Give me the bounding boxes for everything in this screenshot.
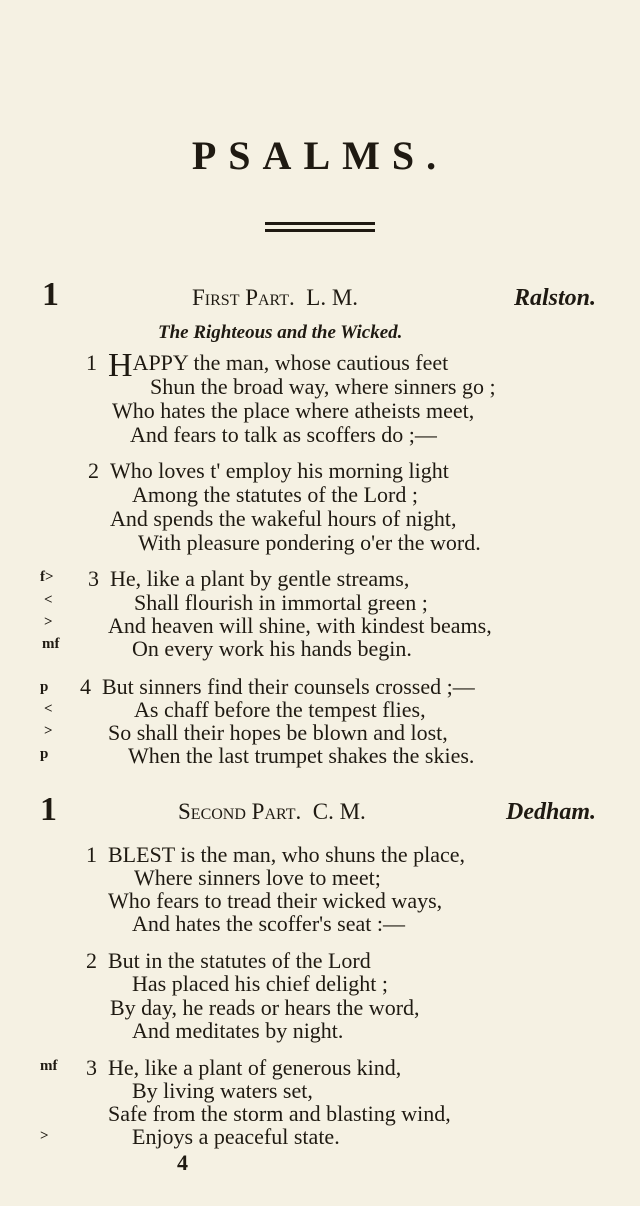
verse-number: 4 xyxy=(80,674,91,699)
verse-line: Who hates the place where atheists meet, xyxy=(112,398,475,423)
verse-text: BLEST is the man, who shuns the place, xyxy=(108,842,466,867)
verse-text: APPY the man, whose cautious feet xyxy=(132,350,449,375)
dynamic-mark: p xyxy=(40,679,49,695)
verse-line: And hates the scoffer's seat :— xyxy=(132,911,405,936)
dynamic-mark: mf xyxy=(40,1058,58,1074)
verse-line: Shall flourish in immortal green ; xyxy=(134,590,428,615)
verse-number: 2 xyxy=(86,948,97,973)
verse-line: Among the statutes of the Lord ; xyxy=(132,482,418,507)
verse-line: And fears to talk as scoffers do ;— xyxy=(130,422,437,447)
verse-line: By day, he reads or hears the word, xyxy=(110,995,420,1020)
title-rule-bottom xyxy=(265,229,375,232)
verse-number: 3 xyxy=(88,566,99,591)
verse-line: With pleasure pondering o'er the word. xyxy=(138,530,481,555)
title-rule-top xyxy=(265,222,375,225)
part-label: First Part. xyxy=(192,285,295,310)
verse-text: Who loves t' employ his morning light xyxy=(110,458,449,483)
verse-line: Enjoys a peaceful state. xyxy=(132,1124,340,1149)
verse-line xyxy=(88,566,409,592)
dynamic-mark: > xyxy=(40,1128,49,1144)
verse-line: Has placed his chief delight ; xyxy=(132,971,388,996)
verse-number: 1 xyxy=(86,350,97,375)
verse-text: He, like a plant by gentle streams, xyxy=(110,566,410,591)
part-heading xyxy=(192,285,358,311)
dynamic-mark: < xyxy=(44,701,53,717)
verse-line: When the last trumpet shakes the skies. xyxy=(128,743,475,768)
tune-name: Dedham. xyxy=(506,799,596,825)
verse-line: As chaff before the tempest flies, xyxy=(134,697,426,722)
dynamic-mark: f> xyxy=(40,569,54,585)
meter-label: C. M. xyxy=(312,799,366,824)
verse-text: But in the statutes of the Lord xyxy=(108,948,371,973)
tune-name: Ralston. xyxy=(513,285,596,311)
dynamic-mark: > xyxy=(44,614,53,630)
part-heading xyxy=(178,799,366,825)
verse-line: Safe from the storm and blasting wind, xyxy=(108,1101,451,1126)
dynamic-mark: > xyxy=(44,723,53,739)
verse-text: He, like a plant of generous kind, xyxy=(108,1055,402,1080)
dynamic-mark: < xyxy=(44,592,53,608)
psalm-number: 1 xyxy=(40,791,57,828)
page-number: 4 xyxy=(177,1150,188,1175)
verse-line: On every work his hands begin. xyxy=(132,636,412,661)
verse-number: 1 xyxy=(86,842,97,867)
verse-line: And heaven will shine, with kindest beams, xyxy=(108,613,492,638)
verse-line: Shun the broad way, where sinners go ; xyxy=(150,374,496,399)
verse-line xyxy=(88,458,449,484)
page-title: PSALMS. xyxy=(191,133,449,178)
verse-line: Who fears to tread their wicked ways, xyxy=(108,888,443,913)
dynamic-mark: p xyxy=(40,746,49,762)
psalm-number: 1 xyxy=(42,276,59,313)
dynamic-mark: mf xyxy=(42,636,60,652)
part-label: Second Part. xyxy=(178,799,302,824)
verse-line xyxy=(86,347,449,384)
meter-label: L. M. xyxy=(306,285,359,310)
psalm-subtitle: The Righteous and the Wicked. xyxy=(158,322,403,343)
verse-line: And spends the wakeful hours of night, xyxy=(110,506,457,531)
verse-number: 2 xyxy=(88,458,99,483)
verse-text: But sinners find their counsels crossed ;— xyxy=(102,674,475,699)
drop-cap: H xyxy=(108,347,133,384)
verse-line: By living waters set, xyxy=(132,1078,313,1103)
verse-line: So shall their hopes be blown and lost, xyxy=(108,720,448,745)
verse-number: 3 xyxy=(86,1055,97,1080)
verse-line: Where sinners love to meet; xyxy=(134,865,381,890)
verse-line: And meditates by night. xyxy=(132,1018,344,1043)
